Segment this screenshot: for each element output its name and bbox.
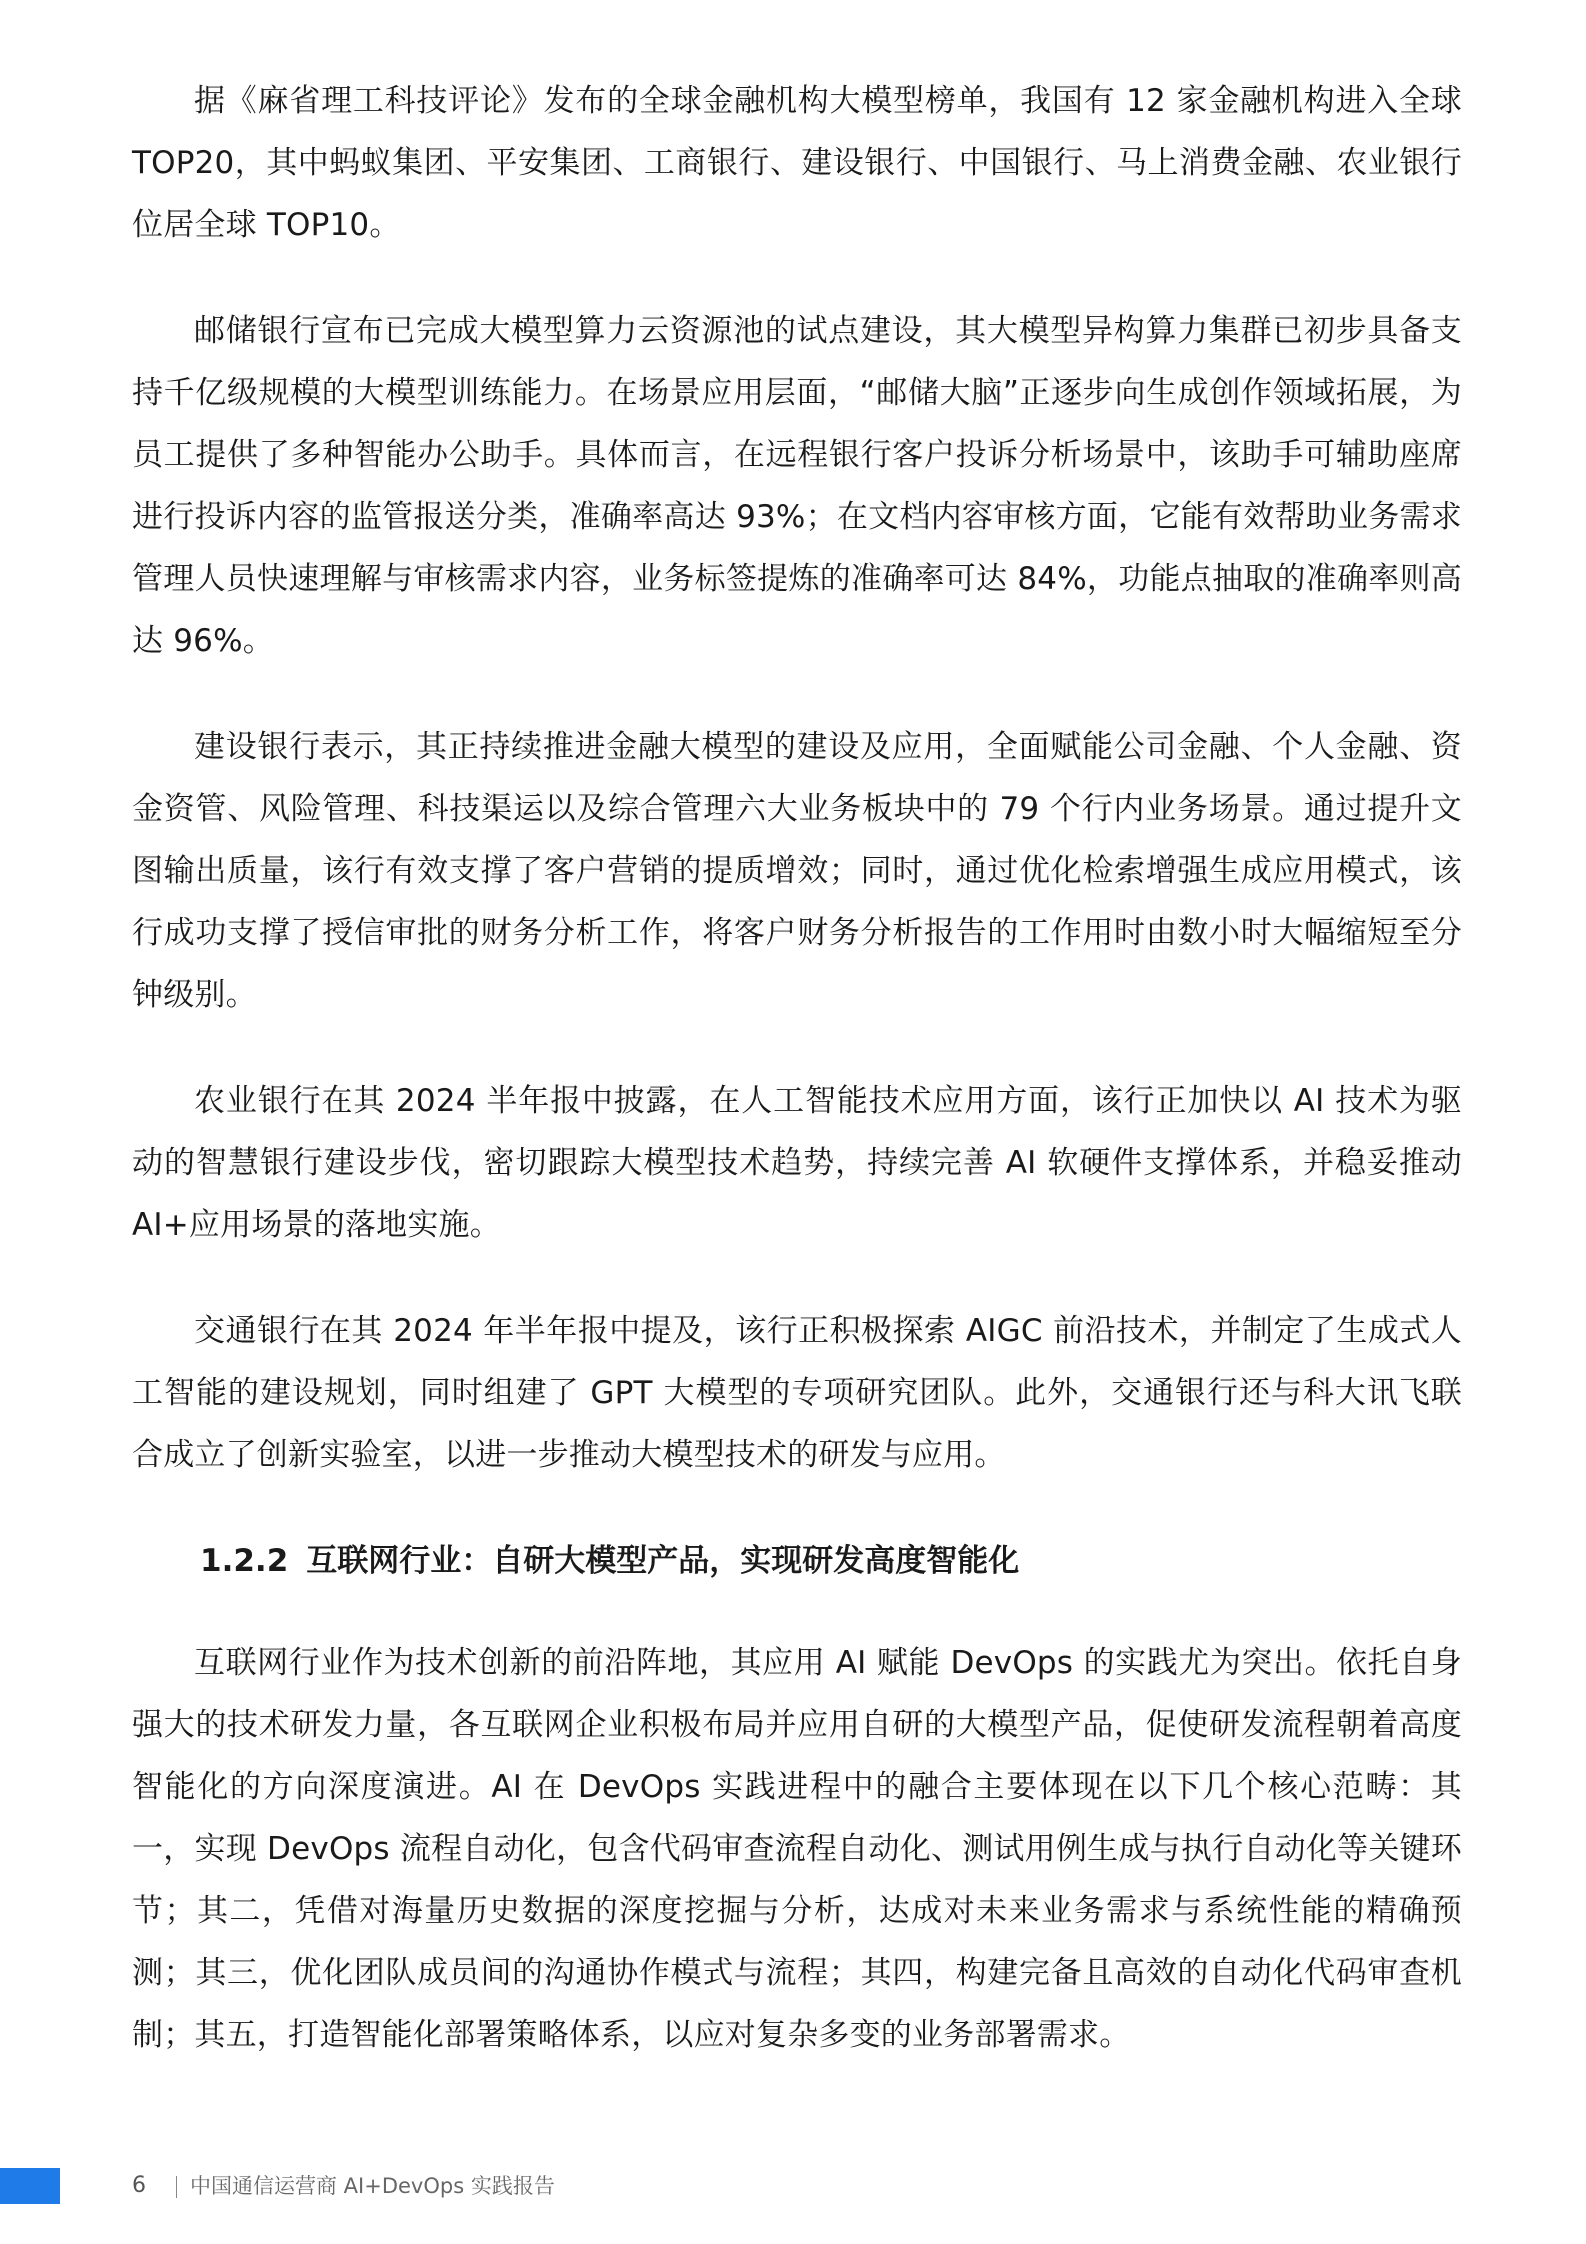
paragraph-psbc: 邮储银行宣布已完成大模型算力云资源池的试点建设，其大模型异构算力集群已初步具备支持千亿级规模的大模型训练能力。在场景应用层面，“邮储大脑”正逐步向生成创作领域拓展，为员工提供了多种智能办公助手。具体而言，在远程银行客户投诉分析场景中，该助手可辅助座席进行投诉内容的监管报送分类，准确率高达 93%；在文档内容审核方面，它能有效帮助业务需求管理人员快速理解与审核需求内容，业务标签提炼的准确率可达 84%，功能点抽取的准确率则高达 96%。: [132, 313, 1462, 659]
paragraph-abc: 农业银行在其 2024 半年报中披露，在人工智能技术应用方面，该行正加快以 AI 技术为驱动的智慧银行建设步伐，密切跟踪大模型技术趋势，持续完善 AI 软硬件支撑体系，并稳妥推动 AI+应用场景的落地实施。: [132, 1083, 1462, 1243]
section-title: 互联网行业：自研大模型产品，实现研发高度智能化: [306, 1543, 1020, 1579]
footer-report-title: 中国通信运营商 AI+DevOps 实践报告: [190, 2174, 555, 2198]
page-number: 6: [132, 2173, 146, 2198]
section-heading: [200, 1530, 1462, 1592]
footer-divider: [176, 2176, 177, 2198]
paragraph-mit-ranking: 据《麻省理工科技评论》发布的全球金融机构大模型榜单，我国有 12 家金融机构进入全球 TOP20，其中蚂蚁集团、平安集团、工商银行、建设银行、中国银行、马上消费金融、农业银行位居全球 TOP10。: [132, 83, 1462, 243]
paragraph-internet-industry: 互联网行业作为技术创新的前沿阵地，其应用 AI 赋能 DevOps 的实践尤为突出。依托自身强大的技术研发力量，各互联网企业积极布局并应用自研的大模型产品，促使研发流程朝着高度智能化的方向深度演进。AI 在 DevOps 实践进程中的融合主要体现在以下几个核心范畴：其一，实现 DevOps 流程自动化，包含代码审查流程自动化、测试用例生成与执行自动化等关键环节；其二，凭借对海量历史数据的深度挖掘与分析，达成对未来业务需求与系统性能的精确预测；其三，优化团队成员间的沟通协作模式与流程；其四，构建完备且高效的自动化代码审查机制；其五，打造智能化部署策略体系，以应对复杂多变的业务部署需求。: [132, 1645, 1462, 2053]
paragraph-bocom: 交通银行在其 2024 年半年报中提及，该行正积极探索 AIGC 前沿技术，并制定了生成式人工智能的建设规划，同时组建了 GPT 大模型的专项研究团队。此外，交通银行还与科大讯飞联合成立了创新实验室，以进一步推动大模型技术的研发与应用。: [132, 1313, 1462, 1473]
page-footer: [0, 2168, 1586, 2204]
footer-accent-bar: [0, 2168, 60, 2204]
paragraph-ccb: 建设银行表示，其正持续推进金融大模型的建设及应用，全面赋能公司金融、个人金融、资金资管、风险管理、科技渠运以及综合管理六大业务板块中的 79 个行内业务场景。通过提升文图输出质量，该行有效支撑了客户营销的提质增效；同时，通过优化检索增强生成应用模式，该行成功支撑了授信审批的财务分析工作，将客户财务分析报告的工作用时由数小时大幅缩短至分钟级别。: [132, 729, 1462, 1013]
page-content: [132, 70, 1462, 2110]
section-number: 1.2.2: [200, 1543, 289, 1579]
